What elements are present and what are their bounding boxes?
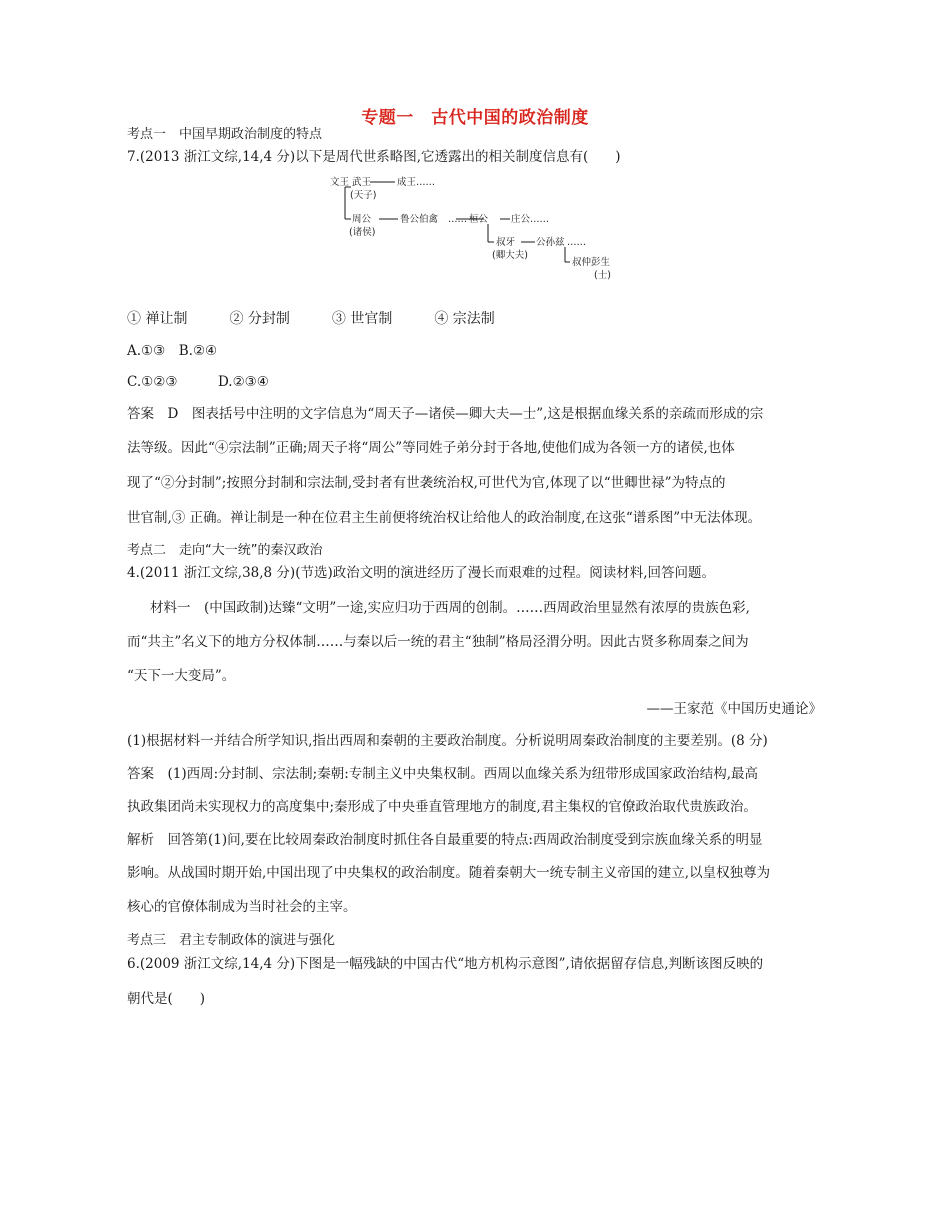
material-source: ——王家范《中国历史通论》 (646, 701, 822, 717)
node-tianzi: (天子) (350, 190, 377, 201)
question-7-options: ① 禅让制 ② 分封制 ③ 世官制 ④ 宗法制 (127, 311, 495, 327)
question-7-stem: 7.(2013 浙江文综,14,4 分)以下是周代世系略图,它透露出的相关制度信息有( ) (127, 149, 621, 165)
node-wuwang: 武王 (352, 177, 372, 188)
analysis-line: 核心的官僚体制成为当时社会的主宰。 (127, 899, 357, 915)
node-shuya: 叔牙 (496, 237, 516, 248)
question-4-stem: 4.(2011 浙江文综,38,8 分)(节选)政治文明的演进经历了漫长而艰难的过程。阅读材料,回答问题。 (127, 565, 716, 581)
answer-line: 现了“②分封制”;按照分封制和宗法制,受封者有世袭统治权,可世代为官,体现了以“世卿世禄”为特点的 (127, 475, 726, 491)
node-zhuanggong: 庄公…… (511, 214, 550, 225)
answer-line: 答案 (1)西周:分封制、宗法制;秦朝:专制主义中央集权制。西周以血缘关系为纽带形成国家政治结构,最高 (127, 766, 759, 782)
node-chengwang: 成王…… (397, 177, 436, 188)
material-line: “天下一大变局”。 (127, 668, 236, 684)
node-gongsun: 公孙兹 (536, 237, 565, 248)
section-heading-1: 考点一 中国早期政治制度的特点 (127, 127, 323, 142)
node-zhuhou: (诸侯) (349, 227, 376, 238)
answer-line: 世官制,③ 正确。禅让制是一种在位君主生前便将统治权让给他人的政治制度,在这张“谱系图”中无法体现。 (127, 510, 762, 526)
answer-line: 答案 D 图表括号中注明的文字信息为“周天子—诸侯—卿大夫—士”,这是根据血缘关系的亲疏而形成的宗 (127, 406, 764, 422)
answer-line: 法等级。因此“④宗法制”正确;周天子将“周公”等同姓子弟分封于各地,使他们成为各领一方的诸侯,也体 (127, 440, 735, 456)
question-6-stem-line: 朝代是( ) (127, 991, 206, 1007)
analysis-line: 影响。从战国时期开始,中国出现了中央集权的政治制度。随着秦朝大一统专制主义帝国的建立,以皇权独尊为 (127, 865, 771, 881)
material-line: 材料一 (中国政制)达臻“文明”一途,实应归功于西周的创制。……西周政治里显然有浓厚的贵族色彩, (150, 600, 750, 616)
analysis-line: 解析 回答第(1)问,要在比较周秦政治制度时抓住各自最重要的特点:西周政治制度受到宗族血缘关系的明显 (127, 832, 763, 848)
question-6-stem-line: 6.(2009 浙江文综,14,4 分)下图是一幅残缺的中国古代“地方机构示意图”,请依据留存信息,判断该图反映的 (127, 956, 764, 972)
section-heading-3: 考点三 君主专制政体的演进与强化 (127, 933, 336, 948)
answer-line: 执政集团尚未实现权力的高度集中;秦形成了中央垂直管理地方的制度,君主集权的官僚政治取代贵族政治。 (127, 799, 757, 815)
node-dots1: …… (448, 214, 467, 225)
question-7-choice-ab: A.①③ B.②④ (127, 343, 218, 359)
node-huangong: 桓公 (469, 214, 489, 225)
material-line: 而“共主”名义下的地方分权体制……与秦以后一统的君主“独制”格局泾渭分明。因此古贤多称周秦之间为 (127, 634, 749, 650)
node-zhougong: 周公 (352, 214, 372, 225)
node-shi: (士) (594, 270, 611, 281)
page-title: 专题一 古代中国的政治制度 (361, 108, 589, 128)
question-7-choice-cd: C.①②③ D.②③④ (127, 374, 269, 390)
section-heading-2: 考点二 走向“大一统”的秦汉政治 (127, 543, 323, 558)
node-lugong: 鲁公伯禽 (400, 214, 439, 225)
node-qingdafu: (卿大夫) (492, 250, 528, 261)
node-wenwang: 文王 (330, 177, 350, 188)
node-shuzhong: 叔仲彭生 (572, 257, 611, 268)
zhou-genealogy-diagram (330, 172, 650, 282)
node-dots2: …… (567, 237, 586, 248)
question-4-subquestion: (1)根据材料一并结合所学知识,指出西周和秦朝的主要政治制度。分析说明周秦政治制度的主要差别。(8 分) (127, 733, 768, 749)
